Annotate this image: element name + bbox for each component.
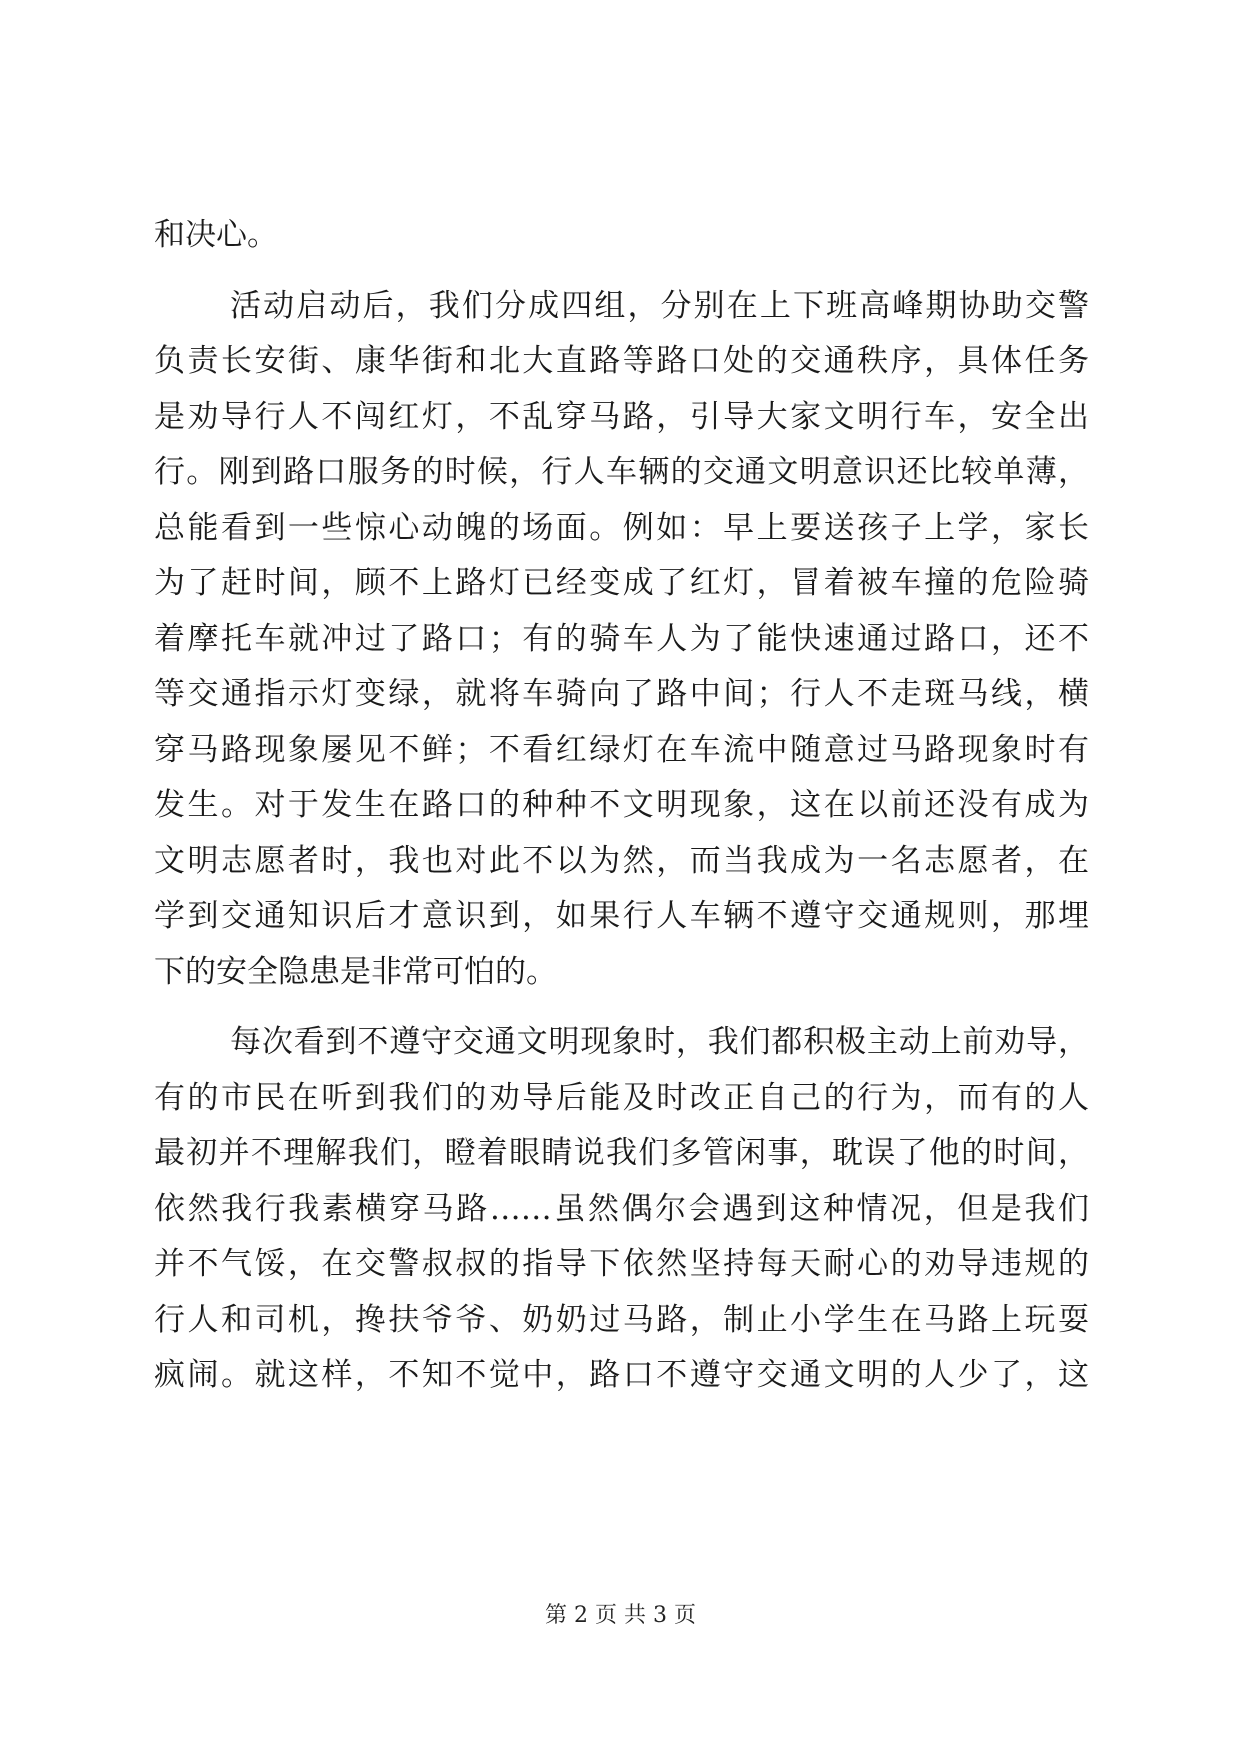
text-line: 文明志愿者时，我也对此不以为然，而当我成为一名志愿者，在 — [154, 842, 1089, 879]
text-line: 行。刚到路口服务的时候，行人车辆的交通文明意识还比较单薄， — [154, 454, 1089, 490]
text-line: 是劝导行人不闯红灯，不乱穿马路，引导大家文明行车，安全出 — [154, 398, 1089, 435]
page-number-footer: 第 2 页 共 3 页 — [545, 1603, 696, 1628]
text-line: 发生。对于发生在路口的种种不文明现象，这在以前还没有成为 — [154, 787, 1089, 823]
text-line: 下的安全隐患是非常可怕的。 — [154, 953, 557, 990]
text-line: 有的市民在听到我们的劝导后能及时改正自己的行为，而有的人 — [154, 1079, 1089, 1116]
text-line: 负责长安街、康华街和北大直路等路口处的交通秩序，具体任务 — [154, 343, 1089, 379]
text-line: 穿马路现象屡见不鲜；不看红绿灯在车流中随意过马路现象时有 — [154, 731, 1089, 768]
text-line: 着摩托车就冲过了路口；有的骑车人为了能快速通过路口，还不 — [154, 620, 1089, 657]
text-line: 活动启动后，我们分成四组，分别在上下班高峰期协助交警 — [230, 287, 1089, 324]
text-line: 并不气馁，在交警叔叔的指导下依然坚持每天耐心的劝导违规的 — [154, 1246, 1089, 1282]
text-line: 为了赶时间，顾不上路灯已经变成了红灯，冒着被车撞的危险骑 — [154, 565, 1089, 601]
text-line: 总能看到一些惊心动魄的场面。例如：早上要送孩子上学，家长 — [154, 509, 1089, 546]
paragraph-gap — [154, 1000, 1089, 1015]
text-line: 行人和司机，搀扶爷爷、奶奶过马路，制止小学生在马路上玩耍 — [154, 1301, 1089, 1338]
text-line: 每次看到不遵守交通文明现象时，我们都积极主动上前劝导， — [230, 1024, 1089, 1060]
text-line: 依然我行我素横穿马路……虽然偶尔会遇到这种情况，但是我们 — [154, 1190, 1089, 1227]
text-line: 学到交通知识后才意识到，如果行人车辆不遵守交通规则，那埋 — [154, 898, 1089, 934]
paragraph-gap — [154, 264, 1089, 279]
body-text — [154, 208, 1089, 1404]
text-line: 最初并不理解我们，瞪着眼睛说我们多管闲事，耽误了他的时间， — [154, 1135, 1089, 1171]
text-line: 和决心。 — [154, 217, 278, 253]
text-line: 等交通指示灯变绿，就将车骑向了路中间；行人不走斑马线，横 — [154, 676, 1089, 712]
text-line: 疯闹。就这样，不知不觉中，路口不遵守交通文明的人少了，这 — [154, 1357, 1089, 1393]
